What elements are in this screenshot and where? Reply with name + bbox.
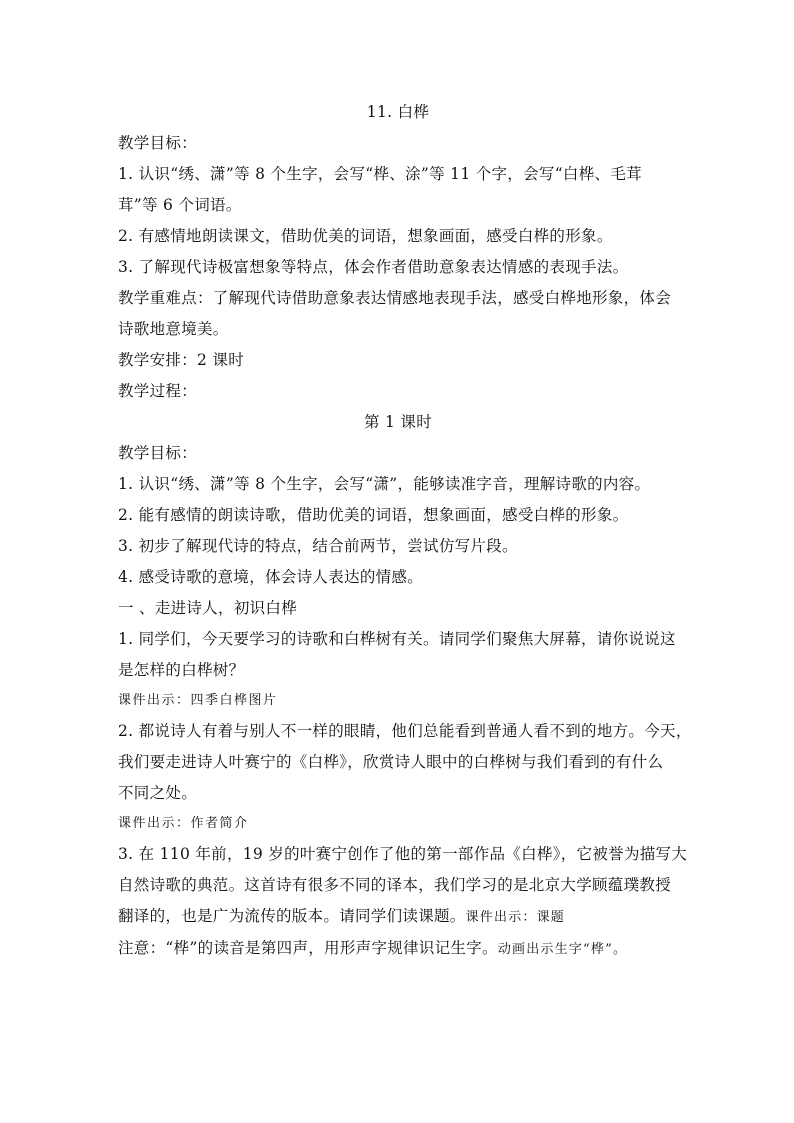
note-text: 注意：“桦”的读音是第四声，用形声字规律识记生字。 <box>118 939 498 957</box>
animation-note: 动画出示生字“桦”。 <box>497 942 628 957</box>
goals-heading: 教学目标： <box>118 134 198 152</box>
section-heading: 一 、走进诗人，初识白桦 <box>118 599 298 617</box>
courseware-note: 课件出示：作者简介 <box>118 816 249 831</box>
lesson-title: 第 1 课时 <box>363 413 433 431</box>
document-title: 11. 白桦 <box>366 103 430 121</box>
lesson-goal-line: 1. 认识“绣、潇”等 8 个生字，会写“潇”，能够读准字音，理解诗歌的内容。 <box>118 475 651 493</box>
goal-line: 3. 了解现代诗极富想象等特点，体会作者借助意象表达情感的表现手法。 <box>118 258 629 276</box>
goal-line: 2. 有感情地朗读课文，借助优美的词语，想象画面，感受白桦的形象。 <box>118 227 613 245</box>
lesson-goal-line: 2. 能有感情的朗读诗歌，借助优美的词语，想象画面，感受白桦的形象。 <box>118 506 629 524</box>
paragraph-line: 不同之处。 <box>118 784 198 802</box>
paragraph-line: 1. 同学们，今天要学习的诗歌和白桦树有关。请同学们聚焦大屏幕，请你说说这 <box>118 630 676 648</box>
courseware-inline-note: 课件出示：课题 <box>465 910 566 925</box>
paragraph-line: 我们要走进诗人叶赛宁的《白桦》，欣赏诗人眼中的白桦树与我们看到的有什么 <box>118 753 664 771</box>
lesson-goals-heading: 教学目标： <box>118 444 198 462</box>
lesson-goal-line: 4. 感受诗歌的意境，体会诗人表达的情感。 <box>118 568 424 586</box>
paragraph-line: 是怎样的白桦树？ <box>118 661 245 679</box>
note-line <box>118 933 678 965</box>
process-heading: 教学过程： <box>118 382 198 400</box>
document-page <box>118 97 692 965</box>
paragraph-text: 翻译的，也是广为流传的版本。请同学们读课题。 <box>118 907 466 925</box>
courseware-note: 课件出示：四季白桦图片 <box>118 693 278 708</box>
paragraph-line: 3. 在 110 年前，19 岁的叶赛宁创作了他的第一部作品《白桦》，它被誉为描写大 <box>118 845 688 863</box>
key-points-line: 教学重难点：了解现代诗借助意象表达情感地表现手法，感受白桦地形象，体会 <box>118 289 672 307</box>
goal-line: 1. 认识“绣、潇”等 8 个生字，会写“桦、涂”等 11 个字，会写“白桦、毛茸 <box>118 165 642 183</box>
goal-line: 茸”等 6 个词语。 <box>118 196 242 214</box>
key-points-line: 诗歌地意境美。 <box>118 320 229 338</box>
lesson-goal-line: 3. 初步了解现代诗的特点，结合前两节，尝试仿写片段。 <box>118 537 518 555</box>
paragraph-line: 2. 都说诗人有着与别人不一样的眼睛，他们总能看到普通人看不到的地方。今天， <box>118 722 692 740</box>
teaching-arrangement: 教学安排：2 课时 <box>118 351 244 369</box>
paragraph-line <box>118 901 678 933</box>
paragraph-line: 自然诗歌的典范。这首诗有很多不同的译本，我们学习的是北京大学顾蕴璞教授 <box>118 876 672 894</box>
